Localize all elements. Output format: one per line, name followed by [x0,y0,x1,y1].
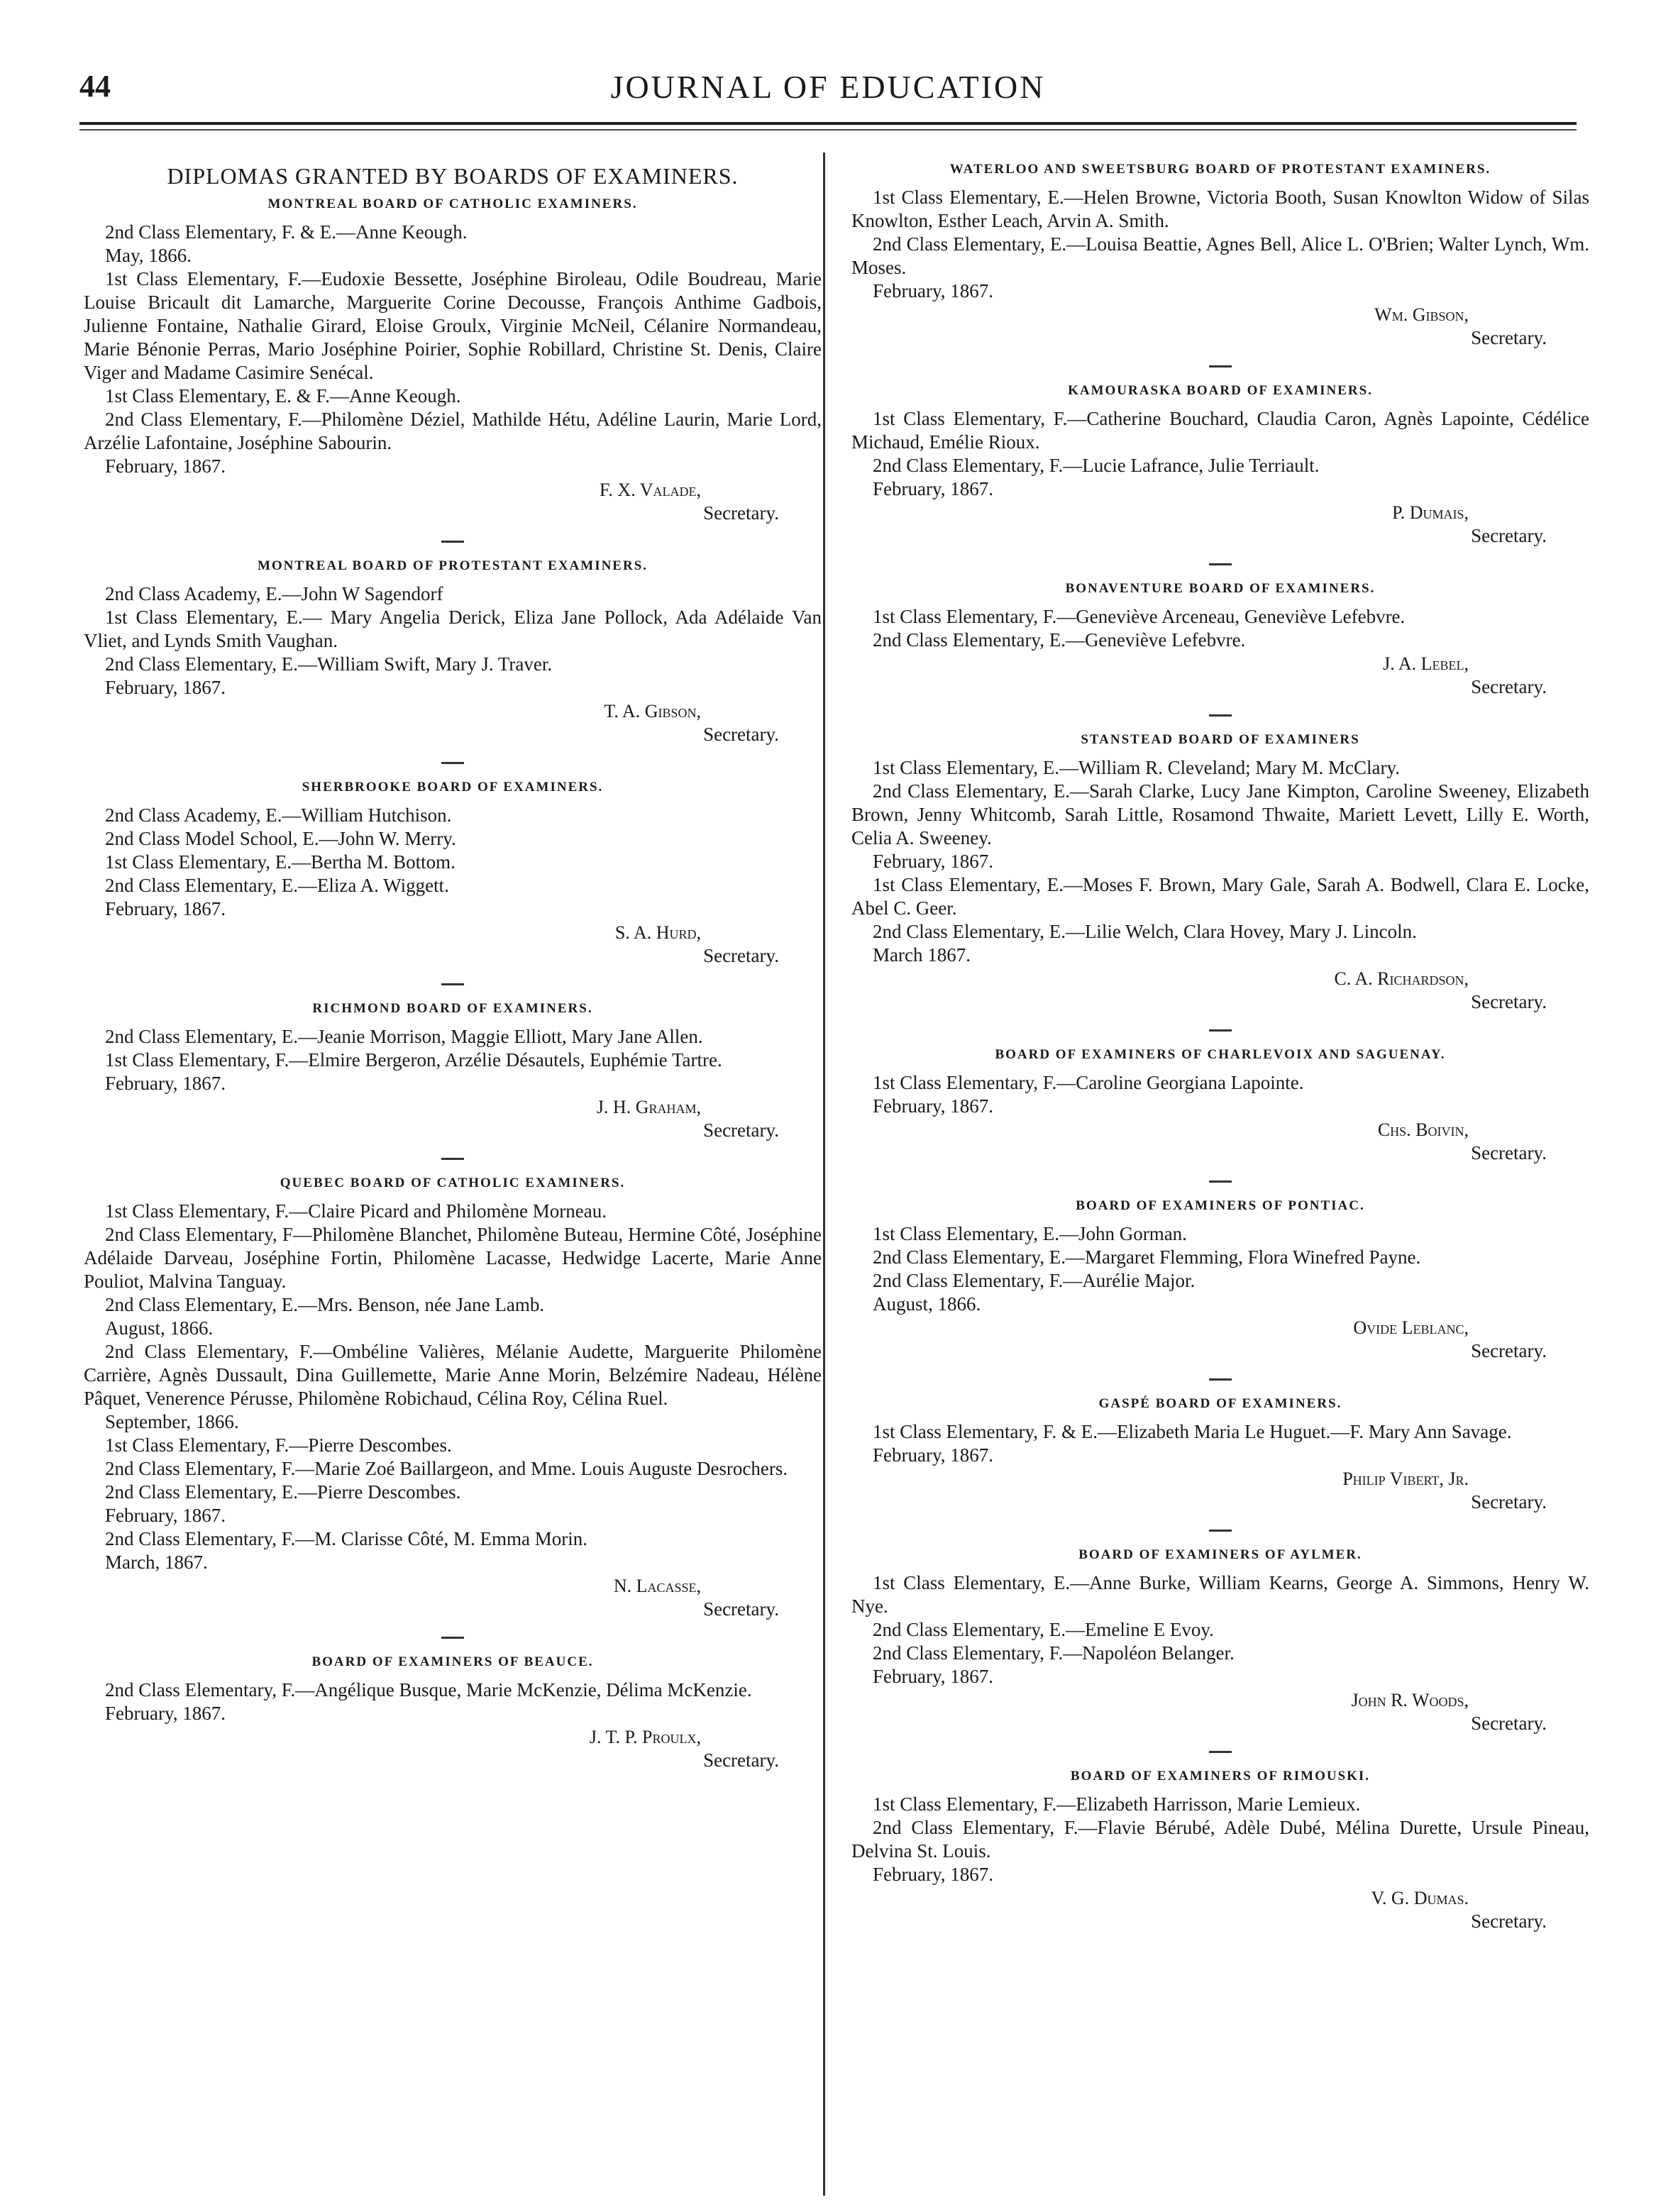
secretary-title: Secretary. [1471,525,1547,546]
board-section [851,581,1589,699]
diploma-entry: 2nd Class Elementary, E.—Jeanie Morrison, Maggie Elliott, Mary Jane Allen. [105,1026,703,1047]
board-title: BOARD OF EXAMINERS OF AYLMER. [1078,1547,1362,1562]
board-title: SHERBROOKE BOARD OF EXAMINERS. [302,780,604,795]
diploma-entry: 2nd Class Academy, E.—John W Sagendorf [105,583,443,604]
date-line: February, 1867. [873,1864,993,1885]
secretary-name: P. Dumais, [1392,502,1469,523]
date-line: August, 1866. [873,1293,981,1315]
section-separator [1209,563,1232,565]
diploma-entry: 1st Class Elementary, F.—Catherine Bouchard, Claudia Caron, Agnès Lapointe, Cédélice Michaud, Emélie Rioux. [851,408,1589,453]
diploma-entry: 2nd Class Model School, E.—John W. Merry. [105,828,456,849]
secretary-title: Secretary. [703,1598,779,1620]
section-separator [1209,1180,1232,1183]
diploma-entry: 1st Class Elementary, F.—Elmire Bergeron, Arzélie Désautels, Euphémie Tartre. [105,1049,722,1071]
board-section [851,1769,1589,1933]
board-title: MONTREAL BOARD OF PROTESTANT EXAMINERS. [257,558,648,573]
diploma-entry: 2nd Class Elementary, E.—Geneviève Lefebvre. [873,629,1246,651]
section-main-title: DIPLOMAS GRANTED BY BOARDS OF EXAMINERS. [167,163,739,189]
date-line: February, 1867. [873,851,993,872]
diploma-entry: 1st Class Elementary, E.—Helen Browne, Victoria Booth, Susan Knowlton Widow of Silas Knowlton, Esther Leach, Arvin A. Smith. [851,187,1589,231]
diploma-entry: 2nd Class Elementary, F.—Aurélie Major. [873,1270,1196,1291]
secretary-name: J. H. Graham, [596,1097,701,1117]
diploma-entry: 2nd Class Elementary, F. & E.—Anne Keough. [105,221,468,243]
left-column [84,157,822,1772]
diploma-entry: 1st Class Elementary, F. & E.—Elizabeth Maria Le Huguet.—F. Mary Ann Savage. [873,1421,1512,1442]
right-column [851,157,1589,1933]
secretary-title: Secretary. [703,1119,779,1141]
section-separator [1209,714,1232,717]
diploma-entry: 2nd Class Elementary, F.—Angélique Busque, Marie McKenzie, Délima McKenzie. [105,1679,752,1701]
board-section [84,1654,822,1772]
diploma-entry: 2nd Class Elementary, F.—M. Clarisse Côté, M. Emma Morin. [105,1528,588,1549]
secretary-name: J. A. Lebel, [1383,653,1469,674]
journal-title: JOURNAL OF EDUCATION [610,69,1046,105]
diploma-entry: 2nd Class Elementary, E.—Sarah Clarke, Lucy Jane Kimpton, Caroline Sweeney, Elizabeth Brown, Jenny Whitcomb, Sarah Little, Rosamond Thwaite, Mariett Levett, Lilly E. Worth, Celia A. Sweeney. [851,780,1589,848]
date-line: February, 1867. [105,677,226,698]
diploma-entry: 2nd Class Elementary, F.—Marie Zoé Baillargeon, and Mme. Louis Auguste Desrochers. [105,1458,788,1479]
secretary-name: Ovide Leblanc, [1353,1317,1469,1338]
secretary-title: Secretary. [1471,676,1547,697]
board-title: BOARD OF EXAMINERS OF PONTIAC. [1076,1198,1365,1213]
secretary-name: Philip Vibert, Jr. [1342,1469,1469,1489]
board-title: KAMOURASKA BOARD OF EXAMINERS. [1068,383,1373,398]
secretary-name: J. T. P. Proulx, [589,1727,701,1747]
diploma-entry: 1st Class Elementary, F.—Claire Picard and Philomène Morneau. [105,1200,607,1222]
board-title: GASPÉ BOARD OF EXAMINERS. [1098,1396,1342,1411]
secretary-title: Secretary. [1471,1910,1547,1932]
diploma-entry: 1st Class Elementary, F.—Geneviève Arceneau, Geneviève Lefebvre. [873,606,1406,627]
date-line: February, 1867. [873,478,993,499]
section-separator [441,762,464,764]
diploma-entry: 1st Class Elementary, F.—Pierre Descombes. [105,1434,452,1456]
diploma-entry: 1st Class Elementary, F.—Caroline Georgiana Lapointe. [873,1072,1304,1093]
section-separator [1209,365,1232,367]
board-section [851,1198,1589,1363]
secretary-name: S. A. Hurd, [614,922,701,943]
section-separator [1209,1029,1232,1032]
board-title: BOARD OF EXAMINERS OF BEAUCE. [311,1654,594,1669]
date-line: May, 1866. [105,245,192,266]
secretary-title: Secretary. [703,945,779,966]
secretary-title: Secretary. [1471,1713,1547,1734]
secretary-name: V. G. Dumas. [1371,1888,1469,1908]
date-line: March, 1867. [105,1552,208,1573]
board-section [851,383,1589,548]
board-title: BOARD OF EXAMINERS OF RIMOUSKI. [1070,1769,1371,1784]
diploma-entry: 1st Class Elementary, E.—Moses F. Brown, Mary Gale, Sarah A. Bodwell, Clara E. Locke, Abel C. Geer. [851,874,1589,919]
diploma-entry: 2nd Class Elementary, E.—Emeline E Evoy. [873,1619,1214,1640]
section-separator [1209,1530,1232,1532]
diploma-entry: 2nd Class Elementary, E.—Margaret Flemming, Flora Winefred Payne. [873,1246,1421,1268]
diploma-entry: 2nd Class Elementary, F.—Napoléon Belanger. [873,1642,1235,1664]
board-title: WATERLOO AND SWEETSBURG BOARD OF PROTESTANT EXAMINERS. [949,162,1491,177]
date-line: September, 1866. [105,1411,239,1432]
secretary-name: John R. Woods, [1351,1690,1469,1710]
section-separator [441,1158,464,1160]
diploma-entry: 2nd Class Elementary, E.—Mrs. Benson, née Jane Lamb. [105,1294,545,1315]
board-title: RICHMOND BOARD OF EXAMINERS. [312,1001,593,1016]
board-title: MONTREAL BOARD OF CATHOLIC EXAMINERS. [267,197,638,211]
diploma-entry: 2nd Class Elementary, F.—Flavie Bérubé, Adèle Dubé, Mélina Durette, Ursule Pineau, Delvina St. Louis. [851,1817,1589,1862]
secretary-name: N. Lacasse, [613,1576,701,1596]
diploma-entry: 2nd Class Elementary, E.—Pierre Descombes. [105,1481,461,1503]
diploma-entry: 2nd Class Elementary, F—Philomène Blanchet, Philomène Buteau, Hermine Côté, Joséphine Adélaide Darveau, Joséphine Fortin, Philomène Lacasse, Hedwidge Lacerte, Marie Anne Pouliot, Malvina Tanguay. [84,1224,822,1292]
board-title: STANSTEAD BOARD OF EXAMINERS [1081,732,1360,747]
header-rule [79,122,1577,125]
diploma-entry: 2nd Class Elementary, E.—Louisa Beattie, Agnes Bell, Alice L. O'Brien; Walter Lynch, Wm. Moses. [851,233,1589,278]
diploma-entry: 2nd Class Elementary, F.—Lucie Lafrance, Julie Terriault. [873,455,1320,476]
date-line: February, 1867. [105,898,226,919]
board-section [84,780,822,968]
date-line: February, 1867. [873,1444,993,1466]
board-section [851,732,1589,1014]
date-line: March 1867. [873,944,971,966]
diploma-entry: 1st Class Elementary, F.—Eudoxie Bessette, Joséphine Biroleau, Odile Boudreau, Marie Louise Bricault dit Lamarche, Marguerite Corine Decousse, François Anthime Gadbois, Julienne Fontaine, Nathalie Girard, Eloise Groulx, Virginie McNeil, Célanire Normandeau, Marie Bénonie Perras, Mario Joséphine Poirier, Sophie Robillard, Christine St. Denis, Claire Viger and Madame Casimire Senécal. [84,268,822,383]
board-section [851,1547,1589,1735]
date-line: February, 1867. [873,280,993,302]
section-separator [1209,1378,1232,1381]
date-line: February, 1867. [873,1666,993,1687]
secretary-name: T. A. Gibson, [604,701,701,721]
board-section [84,1176,822,1621]
date-line: February, 1867. [105,1505,226,1526]
secretary-title: Secretary. [703,1749,779,1771]
diploma-entry: 1st Class Elementary, E.—John Gorman. [873,1223,1187,1244]
date-line: February, 1867. [105,1703,226,1724]
secretary-name: F. X. Valade, [600,480,701,500]
section-separator [441,541,464,543]
diploma-entry: 1st Class Elementary, E.—Anne Burke, William Kearns, George A. Simmons, Henry W. Nye. [851,1572,1589,1617]
diploma-entry: 2nd Class Elementary, F.—Philomène Déziel, Mathilde Hétu, Adéline Laurin, Marie Lord, Arzélie Lafontaine, Joséphine Sabourin. [84,409,822,453]
board-section [84,558,822,746]
date-line: August, 1866. [105,1317,214,1339]
date-line: February, 1867. [105,1073,226,1094]
header-rule-thin [79,129,1577,131]
secretary-title: Secretary. [1471,1340,1547,1361]
diploma-entry: 2nd Class Elementary, E.—William Swift, Mary J. Traver. [105,653,553,675]
diploma-entry: 1st Class Elementary, F.—Elizabeth Harrisson, Marie Lemieux. [873,1793,1361,1815]
secretary-title: Secretary. [1471,1491,1547,1513]
diploma-entry: 2nd Class Academy, E.—William Hutchison. [105,804,452,826]
column-divider [823,153,825,2196]
diploma-entry: 1st Class Elementary, E.—Bertha M. Bottom. [105,851,456,873]
secretary-name: Wm. Gibson, [1374,304,1469,325]
section-separator [1209,1751,1232,1753]
board-section [851,1396,1589,1514]
page-number: 44 [79,69,111,104]
board-section [851,162,1589,350]
date-line: February, 1867. [873,1095,993,1117]
secretary-title: Secretary. [703,724,779,745]
board-title: BONAVENTURE BOARD OF EXAMINERS. [1065,581,1376,596]
diploma-entry: 1st Class Elementary, E. & F.—Anne Keough. [105,385,461,407]
board-section [84,1001,822,1142]
diploma-entry: 1st Class Elementary, E.—William R. Cleveland; Mary M. McClary. [873,757,1401,778]
board-title: BOARD OF EXAMINERS OF CHARLEVOIX AND SAGUENAY. [995,1047,1446,1062]
section-separator [441,1637,464,1639]
diploma-entry: 2nd Class Elementary, F.—Ombéline Valières, Mélanie Audette, Marguerite Philomène Carrière, Agnès Dussault, Dina Guillemette, Marie Anne Morin, Belzémire Nadeau, Hélène Pâquet, Venerence Pérusse, Philomène Robichaud, Célina Roy, Célina Ruel. [84,1341,822,1409]
board-section [851,1047,1589,1165]
secretary-title: Secretary. [1471,991,1547,1012]
page-header [79,68,1577,111]
date-line: February, 1867. [105,455,226,477]
secretary-title: Secretary. [1471,327,1547,348]
secretary-title: Secretary. [1471,1142,1547,1163]
secretary-title: Secretary. [703,502,779,524]
secretary-name: Chs. Boivin, [1377,1119,1469,1140]
secretary-name: C. A. Richardson, [1334,968,1469,989]
board-title: QUEBEC BOARD OF CATHOLIC EXAMINERS. [280,1176,626,1190]
diploma-entry: 1st Class Elementary, E.— Mary Angelia Derick, Eliza Jane Pollock, Ada Adélaide Van Vliet, and Lynds Smith Vaughan. [84,607,822,651]
diploma-entry: 2nd Class Elementary, E.—Lilie Welch, Clara Hovey, Mary J. Lincoln. [873,921,1417,942]
diploma-entry: 2nd Class Elementary, E.—Eliza A. Wiggett. [105,875,449,896]
board-section [84,197,822,525]
section-separator [441,983,464,985]
